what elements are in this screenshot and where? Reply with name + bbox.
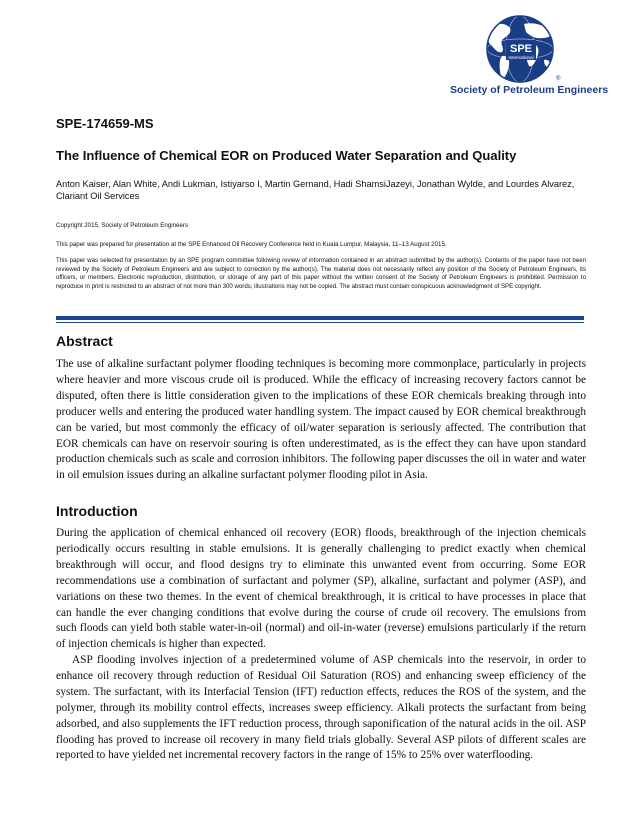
registered-mark: ®	[556, 76, 561, 82]
paper-id: SPE-174659-MS	[56, 116, 154, 131]
copyright-notice: Copyright 2015, Society of Petroleum Engineers	[56, 222, 189, 229]
presentation-note: This paper was prepared for presentation at the SPE Enhanced Oil Recovery Conference held in Kuala Lumpur, Malaysia, 11–13 August 2015.	[56, 241, 447, 248]
logo-wordmark: Society of Petroleum Engineers	[450, 84, 609, 96]
disclaimer-text: This paper was selected for presentation by an SPE program committee following review of information contained in an abstract submitted by the author(s). Contents of the paper have not been reviewed by the Society of Petroleum Engineers and are subject to correction by the author(s). The material does not necessarily reflect any position of the Society of Petroleum Engineers, its officers, or members. Electronic reproduction, distribution, or storage of any part of this paper without the written consent of the Society of Petroleum Engineers is prohibited. Permission to reproduce in print is restricted to an abstract of not more than 300 words; illustrations may not be copied. The abstract must contain conspicuous acknowledgment of SPE copyright.	[56, 257, 586, 290]
introduction-paragraph: During the application of chemical enhanced oil recovery (EOR) floods, breakthrough of the injection chemicals periodically occurs resulting in stable emulsions. It is generally challenging to predict exactly when chemical breakthrough will occur, and flood designs try to eliminate this unwanted event from occurring. Some EOR recommendations use a combination of surfactant and polymer (SP), alkaline, surfactant and polymer (ASP), and variations on these two themes. In the event of chemical breakthrough, it is critical to have processes in place that can handle the ever changing conditions that evolve during the course of crude oil recovery. The emulsions from such floods can yield both stable water-in-oil (normal) and oil-in-water (reverse) emulsions particularly if the return of injection chemicals is higher than expected.	[56, 527, 586, 651]
introduction-heading: Introduction	[56, 503, 138, 519]
author-list: Anton Kaiser, Alan White, Andi Lukman, Istiyarso I, Martin Gernand, Hadi ShamsiJazeyi, Jonathan Wylde, and Lourdes Alvarez, Clariant Oil Services	[56, 179, 575, 201]
abstract-text: The use of alkaline surfactant polymer flooding techniques is becoming more commonplace, particularly in projects where heavier and more viscous crude oil is produced. While the efficacy of increasing recovery factors cannot be disputed, often there is little consideration given to the implications of these EOR chemicals breaking through into producer wells and entering the produced water handling system. The impact caused by EOR chemical breakthrough can be varied, but most commonly the efficacy of oil/water separation is seriously affected. The contribution that EOR chemicals can have on reservoir souring is often underestimated, as is the effect they can have upon standard production chemicals such as scale and corrosion inhibitors. The following paper discusses the oil in water and water in oil emulsion issues during an alkaline surfactant polymer flooding pilot in Asia.	[56, 358, 586, 482]
section-rule-thin	[56, 322, 584, 323]
introduction-paragraph: ASP flooding involves injection of a predetermined volume of ASP chemicals into the reservoir, in order to enhance oil recovery through reduction of Residual Oil Saturation (ROS) and enhancing sweep efficiency of the system. The surfactant, with its Interfacial Tension (IFT) reduction effects, reduces the ROS of the system, and the polymer, through its mobility control effects, increases sweep efficiency. Alkali protects the surfactant from being adsorbed, and also supplements the IFT reduction process, through saponification of the natural acids in the oil. ASP flooding has proved to increase oil recovery in many field trials globally. Several ASP pilots of different scales are reported to have yielded net incremental recovery factors in the range of 15% to 25% over waterflooding.	[56, 654, 586, 762]
badge-text: SPE	[509, 43, 533, 55]
badge-subtext: International	[508, 55, 534, 60]
globe-icon	[472, 14, 582, 84]
section-rule-thick	[56, 316, 584, 320]
spe-logo	[450, 14, 609, 98]
paper-title: The Influence of Chemical EOR on Produced Water Separation and Quality	[56, 148, 517, 163]
abstract-heading: Abstract	[56, 333, 113, 349]
